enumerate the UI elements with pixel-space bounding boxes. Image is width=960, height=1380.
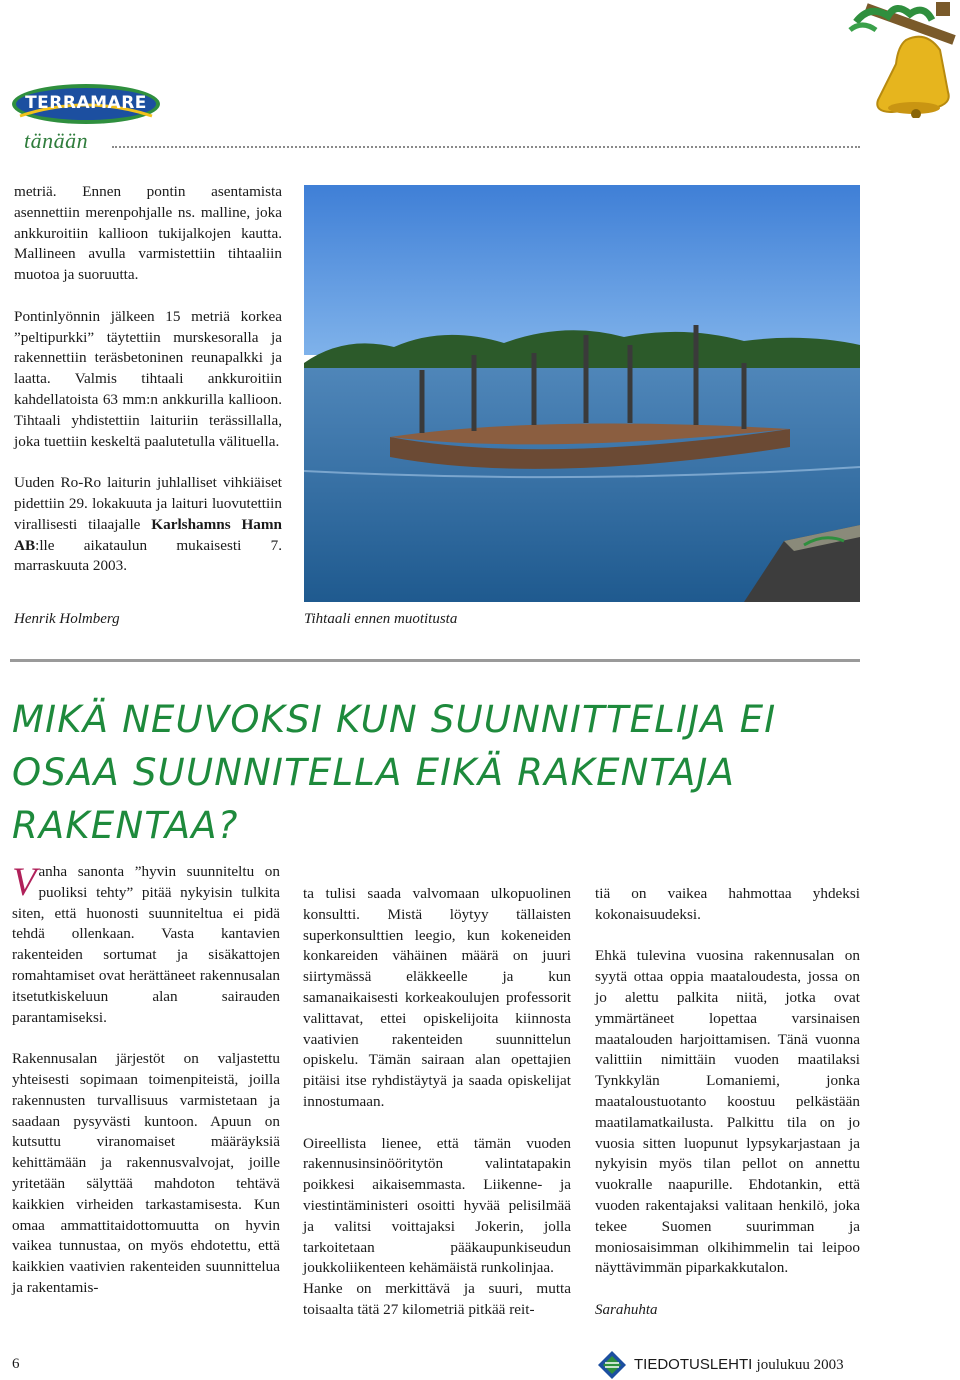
- header-divider: [112, 146, 860, 148]
- paragraph-lead: Vanha sanonta ”hyvin suunniteltu on puoliksi tehty” pitää nykyisin tulkita siten, että huonosti suunniteltua ei pidä tehdä ollenkaan. Vasta kantavien rakenteiden sortumat ja sisäkattojen romahtamiset ovat herättäneet rakennusalan itsetutkiskeluun alan sairauden parantamiseksi.: [12, 859, 280, 1026]
- author-signature: Sarahuhta: [595, 1301, 658, 1318]
- paragraph: tiä on vaikea hahmottaa yhdeksi kokonaisuudeksi.: [595, 885, 860, 923]
- issue-date: joulukuu 2003: [756, 1357, 844, 1373]
- svg-text:TERRAMARE: TERRAMARE: [25, 93, 147, 113]
- terramare-logo: [10, 82, 162, 130]
- article-headline: MIKÄ NEUVOKSI KUN SUUNNITTELIJA EI OSAA SUUNNITELLA EIKÄ RAKENTAJA RAKENTAA?: [12, 698, 777, 847]
- drop-cap: V: [12, 859, 37, 904]
- footer-publication: [634, 1356, 844, 1374]
- page-number: 6: [12, 1356, 20, 1372]
- publication-name: TIEDOTUSLEHTI: [634, 1356, 753, 1373]
- paragraph: Hanke on merkittävä ja suuri, mutta toisaalta tätä 27 kilometriä pitkää reit-: [303, 1280, 571, 1318]
- paragraph: Oireellista lienee, että tämän vuoden rakennusinsinööritytön valintatapakin poikkesi aikaisemmasta. Liikenne- ja viestintäministeri osoitti hyvää pelisilmää ja valitsi voittajaksi Jokerin, jolla tarkoitetaan pääkaupunkiseudun joukkoliikenteen kehämäistä runkolinjaa.: [303, 1134, 571, 1277]
- paragraph-closing: Uuden Ro-Ro laiturin juhlalliset vihkiäiset pidettiin 29. lokakuuta ja laituri luovutettiin virallisesti tilaajalle Karlshamns Hamn AB:lle aikataulun mukaisesti 7. marraskuuta 2003.: [14, 474, 282, 575]
- article-column-2: [303, 884, 571, 1321]
- article-column-3: [595, 884, 860, 1321]
- paragraph: Rakennusalan järjestöt on valjastettu yhteisesti sopimaan toimenpiteistä, joilla rakennusten turvallisuus varmistetaan ja saadaan pysyvästi kuntoon. Apuun on kutsuttu viranomaiset määräyksiä kehittämään ja rakennusvalvojat, joille yritetään sälyttää mahdoton tehtävä kaikkien virheiden tarkastamisesta. Kun omaa ammattitaidottomuutta on hyvin vaikea tunnustaa, on myös ehdotettu, että kaikkien vaativien rakenteiden suunnittelua ja rakentamis-: [12, 1050, 280, 1296]
- paragraph: metriä. Ennen pontin asentamista asennettiin merenpohjalle ns. malline, joka ankkuroitiin kallioon tukijalkojen kautta. Mallineen avulla varmistettiin tihtaaliin muotoa ja suoruutta.: [14, 183, 282, 284]
- article-continuation: [14, 182, 282, 577]
- paragraph: ta tulisi saada valvomaan ulkopuolinen konsultti. Mistä löytyy tällaisten superkonsulttien leegio, kun kokeneiden konkareiden vähäinen määrä on juuri siirtymässä eläkkeelle ja kun samanaikaisesti korkeakoulujen professorit valittavat, ettei opiskelijoita kiinnosta vaativien rakenteiden suunnittelun opiskelu. Tämän sairaan alan opettajien pitäisi itse ryhdistäytyä ja saada opiskelijat innostumaan.: [303, 885, 571, 1110]
- publication-logo-icon: [597, 1350, 627, 1380]
- paragraph: Pontinlyönnin jälkeen 15 metriä korkea ”peltipurkki” täytettiin murskesoralla ja rakennettiin teräsbetoninen reunapalkki ja laatta. Valmis tihtaali ankkuroitiin kahdellatoista 63 mm:n ankkurilla kallioon. Tihtaali yhdistettiin laituriin terässillalla, joka tuettiin keskeltä paalutetulla välituella.: [14, 307, 282, 450]
- article-column-1: [12, 859, 280, 1299]
- harbor-caisson-photo: [304, 185, 860, 602]
- client-name: Karlshamns Hamn AB: [14, 515, 282, 554]
- section-divider: [10, 659, 860, 662]
- paragraph: Ehkä tulevina vuosina rakennusalan on syytä ottaa oppia maataloudesta, jossa on jo alettu palkita niitä, jotka ovat ymmärtäneet lopettaa varsinaisen maatalouden harjoittamisen. Tänä vuonna valittiin nimittäin vuoden maatilaksi Tynkkylän Lomaniemi, jonka maataloustuotanto koostuu pelkästään maatilamatkailusta. Palkittu tila on jo vuosia sitten luopunut lypsykarjastaan ja nykyisin myös tilan pellot on annettu vuokralle naapurille. Ehdotankin, että vuoden rakentajaksi valitaan henkilö, joka tekee Suomen suurimman ja moniosaisimman olkihimmelin tai leipoo näyttävimmän piparkakkutalon.: [595, 947, 860, 1277]
- photo-caption: Tihtaali ennen muotitusta: [304, 611, 458, 627]
- header-subtitle: tänään: [24, 128, 89, 153]
- christmas-bell-icon: [836, 0, 960, 118]
- author-signature: Henrik Holmberg: [14, 611, 120, 627]
